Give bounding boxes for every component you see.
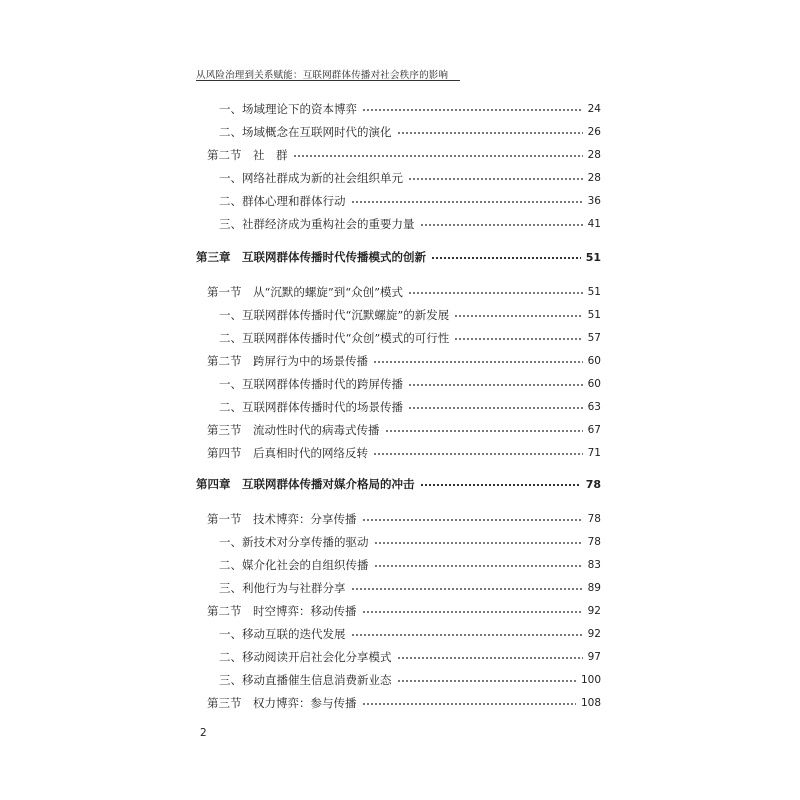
toc-entry-page: 92 <box>587 628 601 640</box>
toc-entry-page: 97 <box>587 651 601 663</box>
toc-entry-title: 第二节 跨屏行为中的场景传播 <box>207 354 368 368</box>
toc-entry-title: 一、互联网群体传播时代的跨屏传播 <box>219 377 403 391</box>
toc-entry <box>219 305 601 325</box>
toc-entry-title: 一、互联网群体传播时代“沉默螺旋”的新发展 <box>219 308 450 322</box>
dot-leader <box>408 178 583 180</box>
toc-entry-title: 第一节 从“沉默的螺旋”到“众创”模式 <box>207 285 404 299</box>
toc-entry-title: 二、场域概念在互联网时代的演化 <box>219 125 392 139</box>
dot-leader <box>408 407 583 409</box>
toc-entry-page: 41 <box>587 218 601 230</box>
toc-entry <box>207 145 601 165</box>
toc-entry-title: 第三节 流动性时代的病毒式传播 <box>207 423 380 437</box>
toc-entry <box>207 601 601 621</box>
toc-entry-title: 第三章 互联网群体传播时代传播模式的创新 <box>196 250 426 264</box>
toc-entry <box>207 282 601 302</box>
toc-entry <box>207 693 601 713</box>
toc-entry <box>219 397 601 417</box>
dot-leader <box>351 588 583 590</box>
toc-entry-page: 26 <box>587 126 601 138</box>
toc-entry-title: 第四节 后真相时代的网络反转 <box>207 446 368 460</box>
toc-entry-title: 第四章 互联网群体传播对媒介格局的冲击 <box>196 477 415 491</box>
dot-leader <box>362 109 583 111</box>
toc-entry-page: 60 <box>587 355 601 367</box>
toc-chapter-entry <box>196 474 601 494</box>
toc-entry-page: 71 <box>587 447 601 459</box>
toc-entry <box>207 443 601 463</box>
toc-entry-title: 二、媒介化社会的自组织传播 <box>219 558 369 572</box>
toc-entry-page: 89 <box>587 582 601 594</box>
dot-leader <box>293 155 583 157</box>
toc-entry <box>207 351 601 371</box>
dot-leader <box>397 680 576 682</box>
toc-entry-title: 一、场域理论下的资本博弈 <box>219 102 357 116</box>
toc-entry-page: 78 <box>585 477 601 491</box>
dot-leader <box>408 292 583 294</box>
toc-entry-page: 51 <box>587 309 601 321</box>
toc-entry-page: 60 <box>587 378 601 390</box>
toc-entry <box>219 328 601 348</box>
toc-entry-title: 二、互联网群体传播时代的场景传播 <box>219 400 403 414</box>
toc-entry-title: 一、新技术对分享传播的驱动 <box>219 535 369 549</box>
dot-leader <box>397 132 583 134</box>
toc-chapter-entry <box>196 247 601 267</box>
dot-leader <box>374 565 583 567</box>
toc-entry <box>207 509 601 529</box>
toc-entry-title: 三、利他行为与社群分享 <box>219 581 346 595</box>
dot-leader <box>454 315 582 317</box>
toc-entry-title: 二、移动阅读开启社会化分享模式 <box>219 650 392 664</box>
dot-leader <box>362 519 583 521</box>
dot-leader <box>351 634 583 636</box>
dot-leader <box>362 703 576 705</box>
toc-entry-page: 100 <box>580 674 601 686</box>
toc-entry-page: 57 <box>587 332 601 344</box>
toc-entry-page: 24 <box>587 103 601 115</box>
dot-leader <box>374 542 583 544</box>
toc-entry <box>219 670 601 690</box>
toc-entry-title: 三、社群经济成为重构社会的重要力量 <box>219 217 415 231</box>
toc-entry <box>219 191 601 211</box>
toc-entry-title: 二、群体心理和群体行动 <box>219 194 346 208</box>
dot-leader <box>397 657 583 659</box>
toc-entry-page: 78 <box>587 536 601 548</box>
dot-leader <box>351 201 583 203</box>
toc-entry-page: 36 <box>587 195 601 207</box>
toc-entry-title: 一、移动互联的迭代发展 <box>219 627 346 641</box>
dot-leader <box>431 257 581 259</box>
dot-leader <box>373 361 583 363</box>
toc-entry <box>219 168 601 188</box>
toc-entry-title: 一、网络社群成为新的社会组织单元 <box>219 171 403 185</box>
toc-entry <box>207 420 601 440</box>
toc-entry-title: 第三节 权力博弈：参与传播 <box>207 696 357 710</box>
dot-leader <box>408 384 583 386</box>
toc-entry <box>219 647 601 667</box>
toc-entry <box>219 555 601 575</box>
toc-entry <box>219 624 601 644</box>
page-number: 2 <box>200 727 207 739</box>
toc-entry-page: 108 <box>580 697 601 709</box>
toc-entry <box>219 578 601 598</box>
toc-entry-page: 28 <box>587 149 601 161</box>
toc-entry-page: 28 <box>587 172 601 184</box>
toc-entry-page: 83 <box>587 559 601 571</box>
toc-entry-page: 51 <box>587 286 601 298</box>
toc-entry-page: 51 <box>585 250 601 264</box>
toc-entry <box>219 214 601 234</box>
toc-entry-page: 92 <box>587 605 601 617</box>
running-head: 从风险治理到关系赋能：互联网群体传播对社会秩序的影响 <box>196 70 449 81</box>
toc-entry-title: 第一节 技术博弈：分享传播 <box>207 512 357 526</box>
toc-entry-page: 63 <box>587 401 601 413</box>
toc-entry-title: 第二节 时空博弈：移动传播 <box>207 604 357 618</box>
dot-leader <box>373 453 583 455</box>
toc-entry-page: 78 <box>587 513 601 525</box>
toc-entry <box>219 122 601 142</box>
dot-leader <box>420 224 583 226</box>
toc-entry <box>219 532 601 552</box>
toc-entry <box>219 99 601 119</box>
toc-entry-page: 67 <box>587 424 601 436</box>
toc-entry-title: 二、互联网群体传播时代“众创”模式的可行性 <box>219 331 450 345</box>
toc-entry <box>219 374 601 394</box>
dot-leader <box>385 430 583 432</box>
toc-entry-title: 第二节 社 群 <box>207 148 288 162</box>
dot-leader <box>362 611 583 613</box>
dot-leader <box>454 338 582 340</box>
toc-entry-title: 三、移动直播催生信息消费新业态 <box>219 673 392 687</box>
dot-leader <box>420 484 581 486</box>
